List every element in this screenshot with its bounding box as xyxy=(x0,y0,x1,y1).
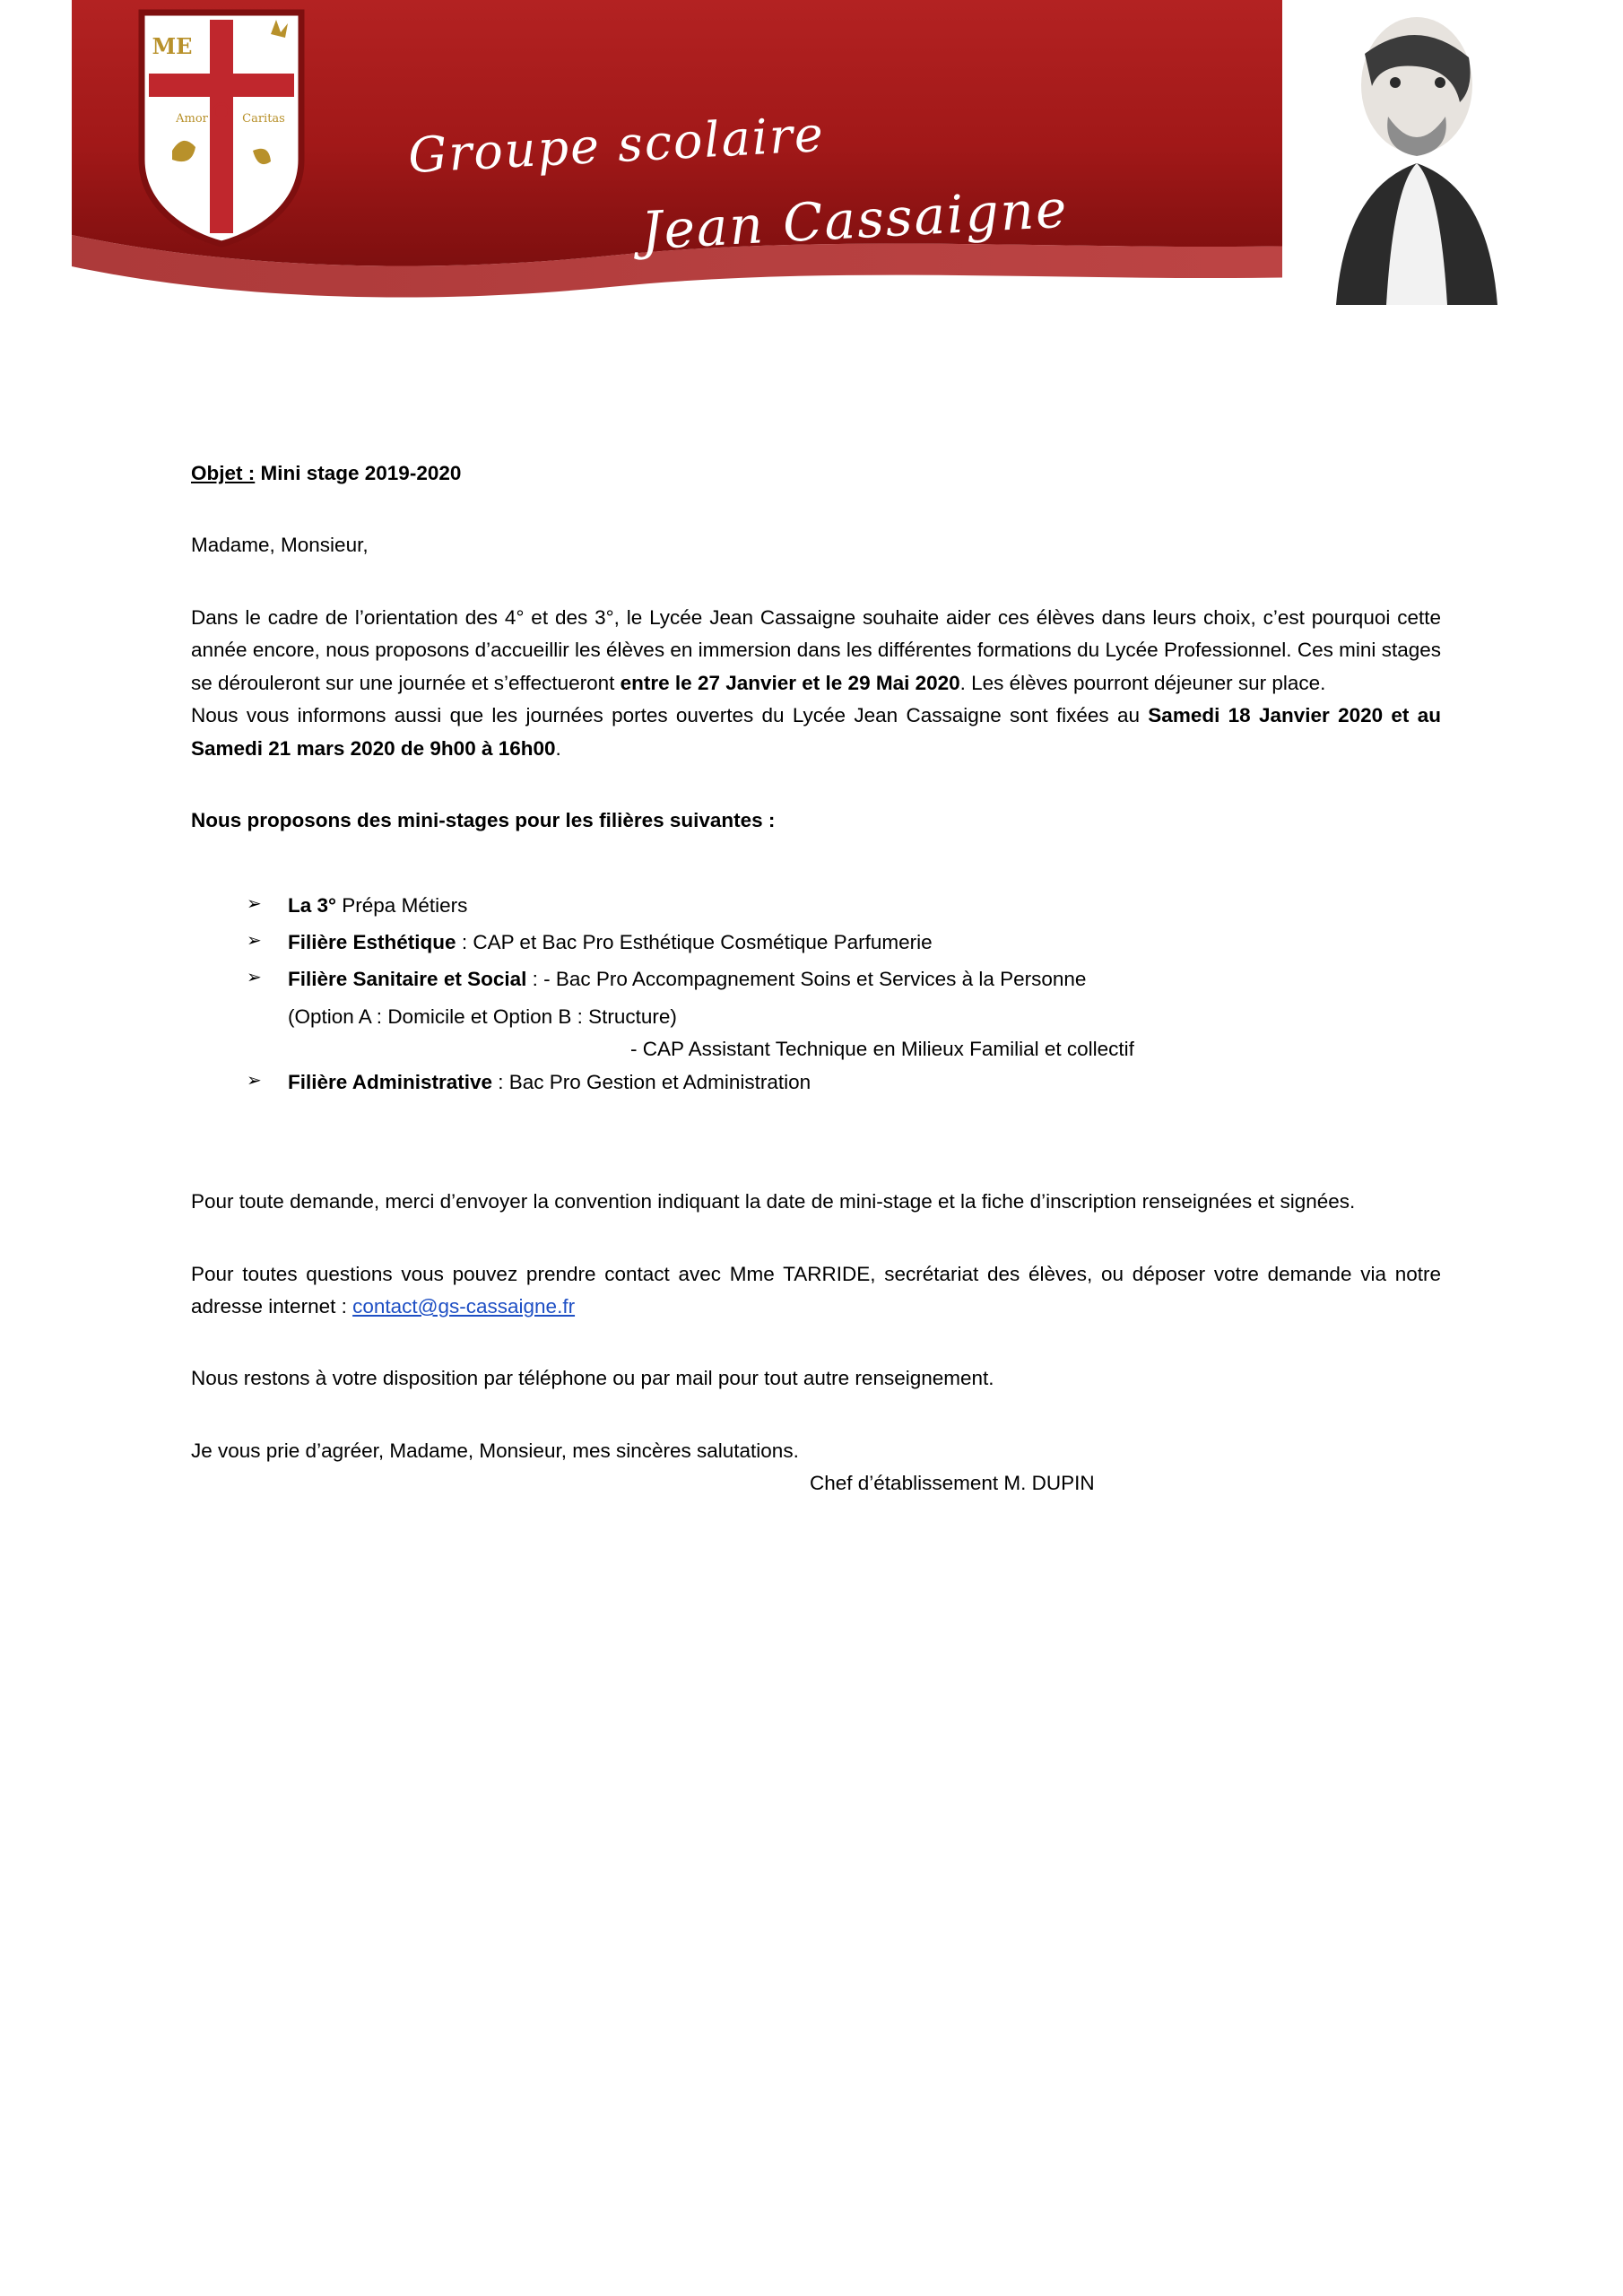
filieres-heading: Nous proposons des mini-stages pour les filières suivantes : xyxy=(191,809,776,832)
svg-text:Amor: Amor xyxy=(176,112,208,126)
paragraph-2 xyxy=(191,700,1441,765)
paragraph-2-text-a: Nous vous informons aussi que les journées portes ouvertes du Lycée Jean Cassaigne sont fixées au xyxy=(191,704,1149,727)
paragraph-3: Pour toute demande, merci d’envoyer la convention indiquant la date de mini-stage et la fiche d’inscription renseignées et signées. xyxy=(191,1190,1356,1213)
school-crest-icon xyxy=(136,7,307,249)
svg-text:ME: ME xyxy=(152,33,193,59)
list-item-title: Filière Administrative xyxy=(288,1070,492,1093)
paragraph-1-text-a: Dans le cadre de l’orientation des 4° et des 3°, le Lycée Jean Cassaigne souhaite aider ces élèves dans leurs choix, c’est pourquoi cette année encore, nous proposons d’accueillir les élèves en immersion dans les différentes formations du Lycée Professionnel. Ces mini stages se dérouleront sur une journée et s’effectueront xyxy=(191,605,1441,694)
arrow-bullet-icon: ➢ xyxy=(247,1070,262,1091)
svg-text:Caritas: Caritas xyxy=(242,112,285,126)
paragraph-1-dates: entre le 27 Janvier et le 29 Mai 2020 xyxy=(620,671,960,694)
list-item xyxy=(191,1066,1441,1099)
school-name-line2: Jean Cassaigne xyxy=(639,178,1070,262)
paragraph-1 xyxy=(191,602,1441,700)
letter-body xyxy=(191,457,1441,1500)
paragraph-4-text: Pour toutes questions vous pouvez prendre contact avec Mme TARRIDE, secrétariat des élèves, ou déposer votre demande via notre adresse internet : xyxy=(191,1262,1441,1318)
salutation: Madame, Monsieur, xyxy=(191,534,369,557)
signature: Chef d’établissement M. DUPIN xyxy=(810,1472,1095,1495)
list-item-suboption: (Option A : Domicile et Option B : Structure) xyxy=(288,1004,677,1028)
paragraph-6: Je vous prie d’agréer, Madame, Monsieur, mes sincères salutations. xyxy=(191,1439,799,1462)
arrow-bullet-icon: ➢ xyxy=(247,930,262,951)
list-item-title: Filière Sanitaire et Social xyxy=(288,968,527,991)
arrow-bullet-icon: ➢ xyxy=(247,968,262,988)
list-item-detail: : Bac Pro Gestion et Administration xyxy=(492,1070,812,1093)
list-item xyxy=(191,890,1441,922)
paragraph-2-open-days: Samedi 18 Janvier 2020 et au Samedi 21 mars 2020 de 9h00 à 16h00 xyxy=(191,704,1441,760)
list-item xyxy=(191,926,1441,959)
list-item-detail: : - Bac Pro Accompagnement Soins et Services à la Personne xyxy=(526,968,1087,991)
list-item-title: La 3° xyxy=(288,893,337,917)
list-item-subdetail: - CAP Assistant Technique en Milieux Familial et collectif xyxy=(630,1038,1134,1061)
crest-svg xyxy=(136,7,307,249)
contact-email-link[interactable]: contact@gs-cassaigne.fr xyxy=(352,1295,576,1318)
list-item xyxy=(191,963,1441,996)
school-name xyxy=(406,105,1305,262)
subject-value: Mini stage 2019-2020 xyxy=(255,462,462,484)
subject-label: Objet : xyxy=(191,462,256,484)
paragraph-4 xyxy=(191,1258,1441,1324)
school-name-line1: Groupe scolaire xyxy=(406,105,827,185)
paragraph-1-text-b: . Les élèves pourront déjeuner sur place. xyxy=(959,671,1326,694)
list-item-detail: : CAP et Bac Pro Esthétique Cosmétique Parfumerie xyxy=(456,930,933,953)
subject-line xyxy=(191,457,1441,490)
paragraph-5: Nous restons à votre disposition par téléphone ou par mail pour tout autre renseignement. xyxy=(191,1367,994,1390)
list-item-detail: Prépa Métiers xyxy=(336,893,468,917)
paragraph-2-text-b: . xyxy=(555,736,561,760)
portrait-svg xyxy=(1282,0,1551,305)
list-item-title: Filière Esthétique xyxy=(288,930,456,953)
filieres-list xyxy=(191,890,1441,996)
filieres-list-continued xyxy=(191,1066,1441,1099)
arrow-bullet-icon: ➢ xyxy=(247,893,262,914)
founder-portrait xyxy=(1282,0,1551,305)
page-header xyxy=(0,0,1623,377)
